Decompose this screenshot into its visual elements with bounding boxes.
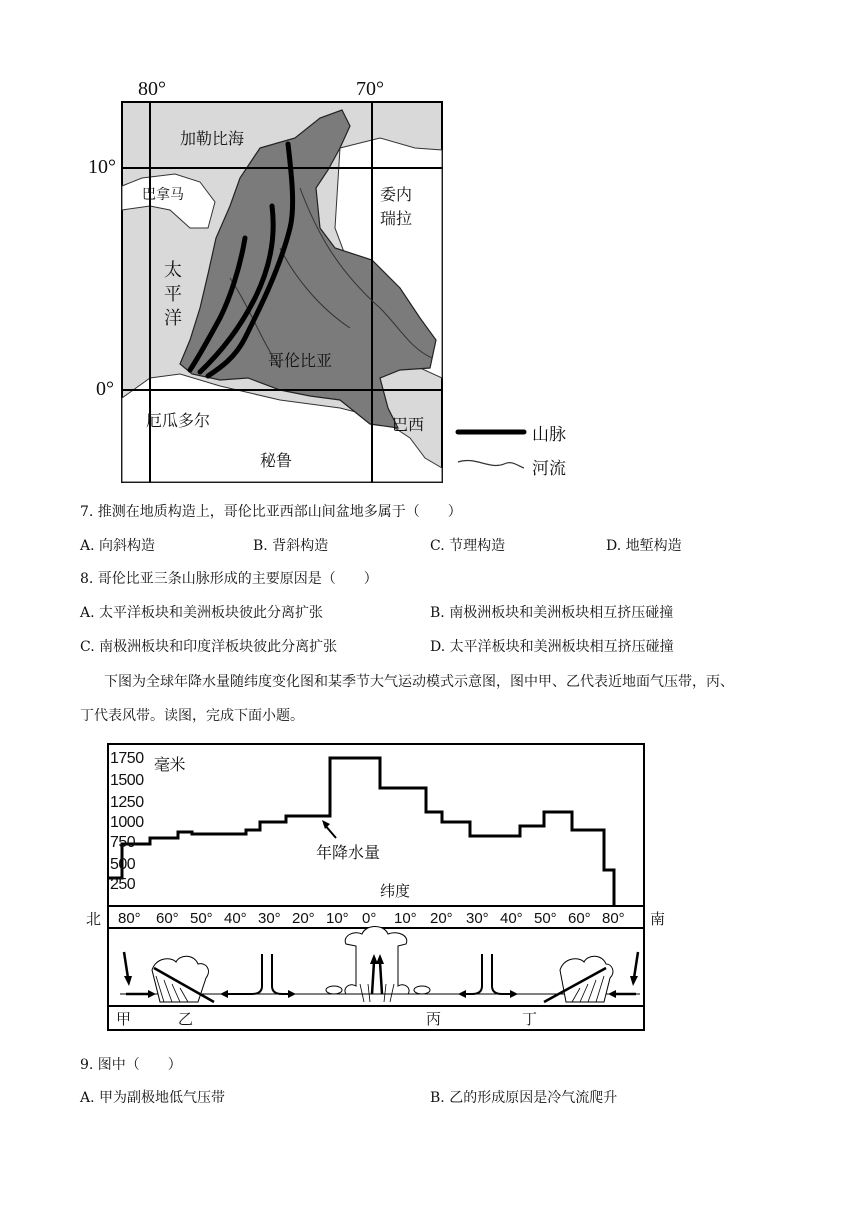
y-tick-1750: 1750 xyxy=(110,750,144,767)
lat-tick-s30: 30° xyxy=(466,910,489,927)
y-tick-1000: 1000 xyxy=(110,814,144,831)
legend-mountain-label: 山脉 xyxy=(532,425,566,445)
lat-tick-s80: 80° xyxy=(602,910,625,927)
y-tick-250: 250 xyxy=(110,876,136,893)
series-label: 年降水量 xyxy=(316,843,381,862)
label-venezuela-2: 瑞拉 xyxy=(380,209,413,228)
south-polar-descend-arrow xyxy=(634,952,638,978)
precipitation-curve xyxy=(108,758,614,906)
north-polar-descend-arrow xyxy=(124,952,128,978)
lat-label-0: 0° xyxy=(96,378,114,400)
y-tick-750: 750 xyxy=(110,834,136,851)
south-label: 南 xyxy=(650,910,666,928)
lon-label-80: 80° xyxy=(138,78,166,100)
lat-tick-0: 0° xyxy=(362,910,377,927)
lat-tick-n60: 60° xyxy=(156,910,179,927)
label-colombia: 哥伦比亚 xyxy=(268,351,333,370)
belt-label-jia: 甲 xyxy=(116,1010,132,1028)
q9-option-b: B. 乙的形成原因是冷气流爬升 xyxy=(430,1090,618,1106)
label-ecuador: 厄瓜多尔 xyxy=(146,411,211,430)
belt-label-bing: 丙 xyxy=(426,1010,442,1028)
y-tick-1500: 1500 xyxy=(110,772,144,789)
label-panama: 巴拿马 xyxy=(142,187,184,203)
label-peru: 秘鲁 xyxy=(260,451,293,470)
chart-unit: 毫米 xyxy=(154,755,186,774)
lat-tick-n50: 50° xyxy=(190,910,213,927)
q8-option-b: B. 南极洲板块和美洲板块相互挤压碰撞 xyxy=(430,605,674,621)
label-pacific-1: 太 xyxy=(164,260,182,281)
lat-tick-s50: 50° xyxy=(534,910,557,927)
precipitation-circulation-figure xyxy=(80,740,680,1040)
q7-option-d: D. 地堑构造 xyxy=(606,538,682,554)
lat-tick-n20: 20° xyxy=(292,910,315,927)
q9-option-a: A. 甲为副极地低气压带 xyxy=(80,1090,226,1106)
lat-tick-n10: 10° xyxy=(326,910,349,927)
y-tick-1250: 1250 xyxy=(110,794,144,811)
q7-stem: 7. 推测在地质构造上，哥伦比亚西部山间盆地多属于（ ） xyxy=(80,504,462,520)
y-tick-500: 500 xyxy=(110,856,136,873)
q8-option-d: D. 太平洋板块和美洲板块相互挤压碰撞 xyxy=(430,639,674,655)
q7-option-b: B. 背斜构造 xyxy=(253,538,329,554)
lat-tick-n30: 30° xyxy=(258,910,281,927)
colombia-map-figure xyxy=(80,78,600,488)
lon-label-70: 70° xyxy=(356,78,384,100)
intro-line-2: 丁代表风带。读图，完成下面小题。 xyxy=(80,708,304,724)
equator-cloud xyxy=(345,927,409,995)
label-brazil: 巴西 xyxy=(392,415,425,434)
lat-tick-s10: 10° xyxy=(394,910,417,927)
belt-label-ding: 丁 xyxy=(522,1010,538,1028)
lat-tick-n40: 40° xyxy=(224,910,247,927)
legend-river-label: 河流 xyxy=(532,459,566,479)
north-subtropic-descend xyxy=(226,954,262,994)
q7-option-c: C. 节理构造 xyxy=(430,538,506,554)
north-label: 北 xyxy=(86,910,102,928)
lat-tick-s60: 60° xyxy=(568,910,591,927)
legend-river-icon xyxy=(458,460,524,468)
lat-tick-s40: 40° xyxy=(500,910,523,927)
q7-option-a: A. 向斜构造 xyxy=(80,538,156,554)
south-subtropic-descend xyxy=(464,954,482,994)
q9-stem: 9. 图中（ ） xyxy=(80,1057,182,1073)
lat-tick-n80: 80° xyxy=(118,910,141,927)
q8-stem: 8. 哥伦比亚三条山脉形成的主要原因是（ ） xyxy=(80,571,378,587)
lat-tick-s20: 20° xyxy=(430,910,453,927)
intro-line-1: 下图为全球年降水量随纬度变化图和某季节大气运动模式示意图，图中甲、乙代表近地面气压带，丙、 xyxy=(104,674,734,690)
label-pacific-2: 平 xyxy=(164,284,182,305)
q8-option-c: C. 南极洲板块和印度洋板块彼此分离扩张 xyxy=(80,639,338,655)
label-pacific-3: 洋 xyxy=(164,308,182,329)
q8-option-a: A. 太平洋板块和美洲板块彼此分离扩张 xyxy=(80,605,324,621)
x-axis-label: 纬度 xyxy=(380,882,411,900)
label-venezuela-1: 委内 xyxy=(380,185,413,204)
label-caribbean: 加勒比海 xyxy=(180,129,245,148)
lat-label-10: 10° xyxy=(88,156,116,178)
belt-label-yi: 乙 xyxy=(178,1010,194,1028)
